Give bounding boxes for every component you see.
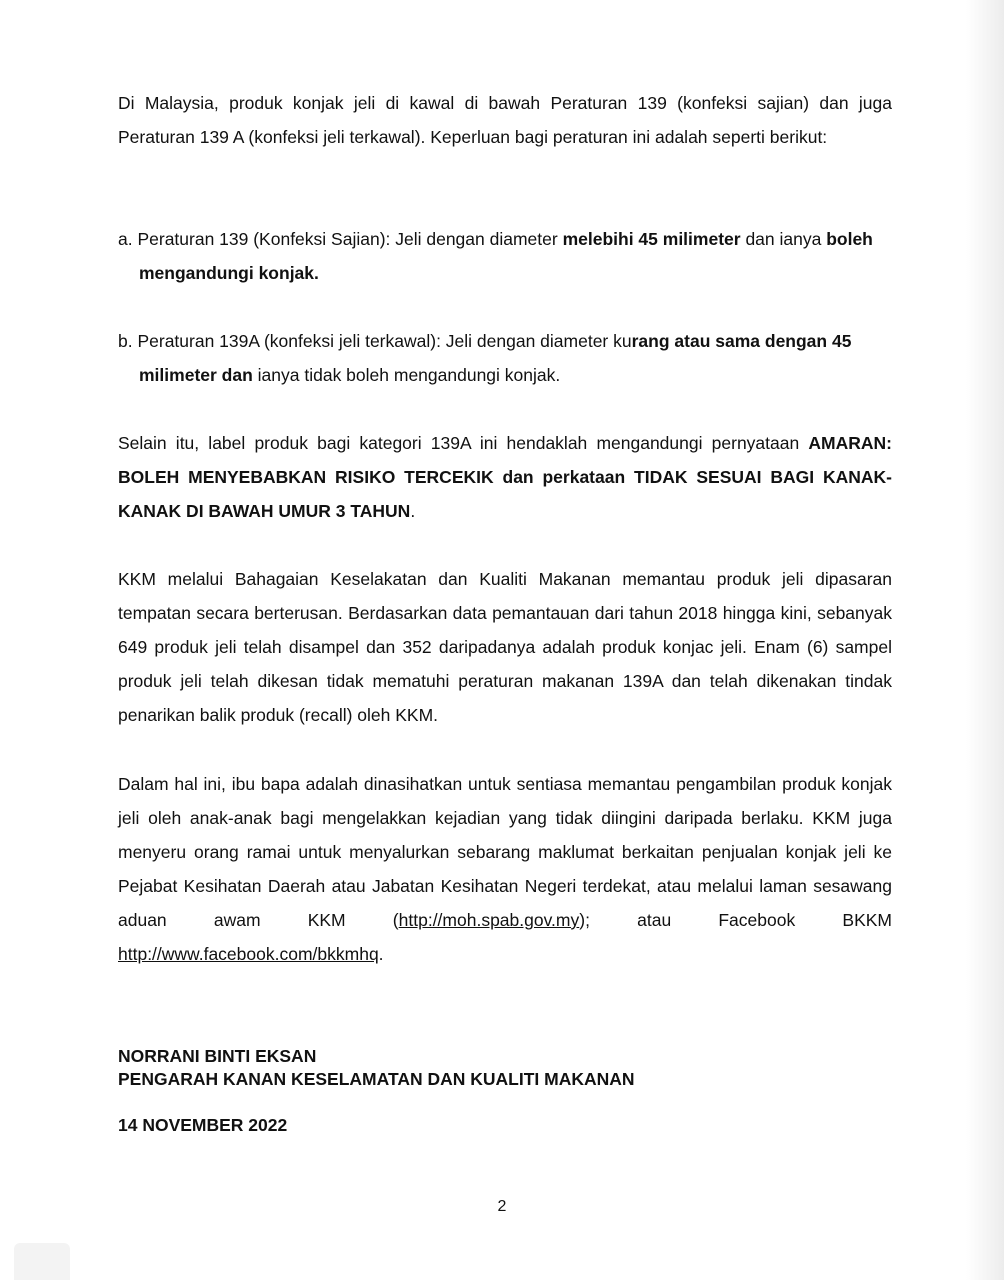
document-date: 14 NOVEMBER 2022 — [118, 1115, 288, 1135]
advice-mid: ); atau Facebook BKKM — [579, 910, 892, 930]
monitoring-paragraph — [118, 562, 892, 732]
list-item-a — [118, 222, 913, 290]
page-number: 2 — [497, 1198, 507, 1215]
advice-text: Dalam hal ini, ibu bapa adalah dinasihatkan untuk sentiasa memantau pengambilan produk konjak jeli oleh anak-anak bagi mengelakkan kejadian yang tidak diingini daripada berlaku. KKM juga menyeru orang ramai untuk menyalurkan sebarang maklumat berkaitan penjualan konjak jeli ke Pejabat Kesihatan Daerah atau Jabatan Kesihatan Negeri terdekat, atau melalui laman sesawang aduan awam KKM ( — [118, 774, 892, 930]
advice-end: . — [378, 944, 384, 964]
page-edge-shadow — [966, 0, 1004, 1280]
warning-prefix: Selain itu, label produk bagi kategori 139A ini hendaklah mengandungi pernyataan — [118, 433, 809, 453]
intro-paragraph — [118, 86, 892, 154]
item-a-bold-diameter: melebihi 45 milimeter — [562, 229, 741, 249]
intro-text: Di Malaysia, produk konjak jeli di kawal di bawah Peraturan 139 (konfeksi sajian) dan juga Peraturan 139 A (konfeksi jeli terkawal). Keperluan bagi peraturan ini adalah seperti berikut: — [118, 93, 892, 147]
facebook-bkkm-link[interactable]: http://www.facebook.com/bkkmhq — [118, 944, 379, 964]
signatory-name: NORRANI BINTI EKSAN — [118, 1046, 317, 1066]
item-b-prefix: b. Peraturan 139A (konfeksi jeli terkawal): Jeli dengan diameter ku — [118, 331, 632, 351]
item-b-bold-diameter: rang atau sama dengan 45 milimeter dan — [139, 331, 852, 385]
monitoring-text: KKM melalui Bahagaian Keselakatan dan Kualiti Makanan memantau produk jeli dipasaran tempatan secara berterusan. Berdasarkan data pemantauan dari tahun 2018 hingga kini, sebanyak 649 produk jeli telah disampel dan 352 daripadanya adalah produk konjac jeli. Enam (6) sampel produk jeli telah dikesan tidak mematuhi peraturan makanan 139A dan telah dikenakan tindak penarikan balik produk (recall) oleh KKM. — [118, 569, 892, 725]
moh-spab-link[interactable]: http://moh.spab.gov.my — [398, 910, 580, 930]
warning-suffix: . — [410, 501, 416, 521]
advice-paragraph — [118, 767, 892, 971]
item-a-bold-konjak: boleh mengandungi konjak. — [139, 229, 873, 283]
warning-paragraph — [118, 426, 892, 528]
item-b-suffix: ianya tidak boleh mengandungi konjak. — [252, 365, 561, 385]
signatory-title: PENGARAH KANAN KESELAMATAN DAN KUALITI MAKANAN — [118, 1069, 635, 1089]
item-a-prefix: a. Peraturan 139 (Konfeksi Sajian): Jeli dengan diameter — [118, 229, 563, 249]
corner-mark — [14, 1243, 70, 1280]
list-item-b — [118, 324, 913, 392]
item-a-mid: dan ianya — [740, 229, 827, 249]
warning-statement: AMARAN: BOLEH MENYEBABKAN RISIKO TERCEKIK dan perkataan TIDAK SESUAI BAGI KANAK-KANAK DI BAWAH UMUR 3 TAHUN — [118, 433, 892, 521]
